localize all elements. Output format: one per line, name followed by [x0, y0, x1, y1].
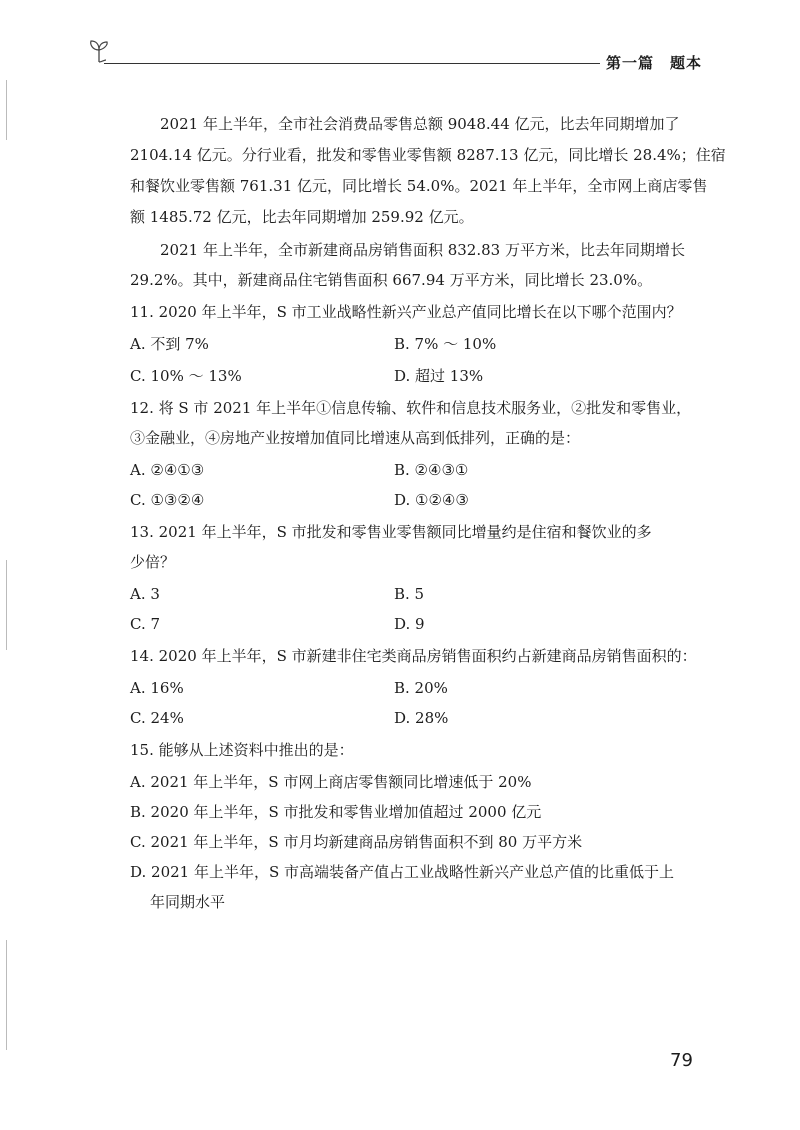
question-stem: 少倍？ — [130, 553, 176, 571]
passage-line: 2021 年上半年，全市新建商品房销售面积 832.83 万平方米，比去年同期增长 — [160, 241, 685, 259]
scan-edge — [6, 940, 7, 1050]
option-a: A. ②④①③ — [130, 461, 205, 479]
option-b: B. 2020 年上半年，S 市批发和零售业增加值超过 2000 亿元 — [130, 803, 542, 821]
passage-line: 29.2%。其中，新建商品住宅销售面积 667.94 万平方米，同比增长 23.0%。 — [130, 271, 653, 289]
option-d: D. 28% — [394, 709, 449, 727]
question-stem: 14. 2020 年上半年，S 市新建非住宅类商品房销售面积约占新建商品房销售面积的： — [130, 647, 697, 665]
question-stem: 11. 2020 年上半年，S 市工业战略性新兴产业总产值同比增长在以下哪个范围内？ — [130, 303, 682, 321]
option-c: C. 10% ～ 13% — [130, 367, 242, 385]
option-a: A. 不到 7% — [130, 335, 209, 353]
sprout-icon — [88, 38, 110, 64]
question-stem: ③金融业，④房地产业按增加值同比增速从高到低排列，正确的是： — [130, 429, 581, 447]
option-b: B. ②④③① — [394, 461, 469, 479]
option-b: B. 5 — [394, 585, 425, 603]
question-stem: 12. 将 S 市 2021 年上半年①信息传输、软件和信息技术服务业，②批发和零售业， — [130, 399, 692, 417]
page-number: 79 — [670, 1050, 693, 1071]
option-a: A. 16% — [130, 679, 184, 697]
option-c: C. 24% — [130, 709, 184, 727]
option-b: B. 20% — [394, 679, 448, 697]
passage-line: 2021 年上半年，全市社会消费品零售总额 9048.44 亿元，比去年同期增加了 — [160, 115, 680, 133]
option-b: B. 7% ～ 10% — [394, 335, 497, 353]
question-stem: 15. 能够从上述资料中推出的是： — [130, 741, 354, 759]
option-d: D. 2021 年上半年，S 市高端装备产值占工业战略性新兴产业总产值的比重低于上 — [130, 863, 675, 881]
option-d: D. 超过 13% — [394, 367, 484, 385]
scan-edge — [6, 80, 7, 140]
scan-edge — [6, 560, 7, 650]
option-a: A. 3 — [130, 585, 160, 603]
option-c: C. 2021 年上半年，S 市月均新建商品房销售面积不到 80 万平方米 — [130, 833, 583, 851]
option-c: C. 7 — [130, 615, 161, 633]
option-d: D. 9 — [394, 615, 425, 633]
passage-line: 额 1485.72 亿元，比去年同期增加 259.92 亿元。 — [130, 208, 474, 226]
header-rule — [104, 63, 600, 64]
question-stem: 13. 2021 年上半年，S 市批发和零售业零售额同比增量约是住宿和餐饮业的多 — [130, 523, 652, 541]
option-d: D. ①②④③ — [394, 491, 469, 509]
option-a: A. 2021 年上半年，S 市网上商店零售额同比增速低于 20% — [130, 773, 532, 791]
passage-line: 和餐饮业零售额 761.31 亿元，同比增长 54.0%。2021 年上半年，全市网上商店零售 — [130, 177, 708, 195]
passage-line: 2104.14 亿元。分行业看，批发和零售业零售额 8287.13 亿元，同比增长 28.4%；住宿 — [130, 146, 726, 164]
option-d-continued: 年同期水平 — [150, 893, 226, 911]
option-c: C. ①③②④ — [130, 491, 205, 509]
section-label: 第一篇 题本 — [606, 54, 703, 72]
